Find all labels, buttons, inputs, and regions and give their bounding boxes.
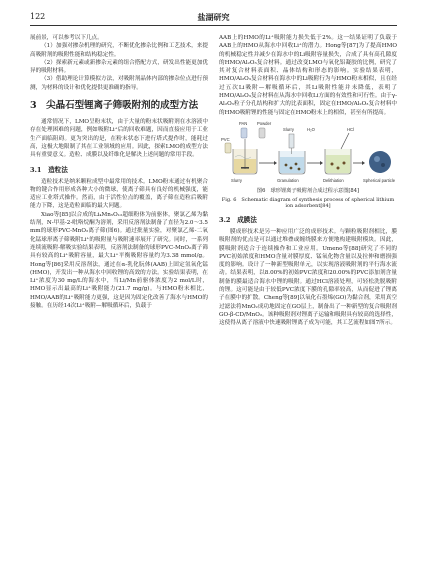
label-spherical: Spherical particle: [363, 177, 396, 183]
label-powder: Powder: [257, 120, 272, 126]
page-header: [30, 12, 397, 24]
beaker-icon: [233, 139, 257, 174]
granulation-beaker-icon: [279, 134, 305, 174]
label-pvc: PVC: [221, 136, 230, 142]
synthesis-diagram: [219, 119, 397, 185]
section-heading: 3 尖晶石型锂离子筛吸附剂的成型方法: [30, 100, 199, 112]
label-slurry-top: Slurry: [283, 126, 294, 132]
figure-caption-cn: 图6 球形锂离子吸附剂合成过程示意图[84]: [256, 187, 360, 194]
figure-caption-en: Fig. 6 Schematic diagram of synthesis process of spherical lithium ion adsorbent[84]: [221, 196, 395, 210]
paragraph: 膜成形技术是另一种应用广泛的成形技术。与颗粒吸附剂相比，膜吸附剂的优点是可以通过堆叠或缠绕膜来方便地构建吸附模块。因此，膜吸附剂适合于连续操作和工业应用。Umeno等[88]研究了不同的PVC初始浓度和HMO含量对膜厚度、锰氧化物含量以及拉伸和磨损强度的影响。设计了一种新型吸附单元，以实现溶液吸附剂的平行海水流动。结果表明，以8.00%的初始PVC浓度和20.00%的PVC添加剂含量制备的膜最适合海水中锂的吸附。通过HCl溶液处理，可轻松洗脱吸附的锂。这可能是由于较低PVC浓度下膜的孔隙率较高，从而促进了锂离子在膜中的扩散。Cheng等[89]以氧化石墨烯(GO)为黏合剂，采用真空过滤法将MnO₂成功地固定在GO层上，制备出了一种新型的复合吸附剂GO-β-CD/MnO₂。该种吸附剂对锂离子运输和吸附具有较高的选择性，这使得从离子溶液中快速吸附锂离子成为可能，其工艺流程如图7所示。: [219, 228, 397, 327]
label-slurry: Slurry: [231, 177, 242, 183]
right-column: [219, 34, 397, 328]
paragraph: （1）加强对掺杂机理的研究，不断优化掺杂比例和工艺技术，来提高吸附剂的吸附性能和结构稳定性。: [30, 43, 208, 58]
paragraph: AAB上的HMO的Li⁺吸附能力损失低于2%。这一结果证明了负载于AAB上的HMO从海水中回收Li⁺的潜力。Hong等[87]为了提高HMO的机械稳定性并减少在海水中的Li吸附容量损失，合成了具有高孔隙度的HMO/Al₂O₃复合材料。通过改变LMO与氧化铝凝胶的比例，研究了其对复合材料表面积、晶体结构和形态的影响。实验结果表明，HMO/Al₂O₃复合材料在海水中的Li吸附行为与HMO粉末相似，且在经过五次Li吸附—解吸循环后，其Li吸附性能并未降低，表明了HMO/Al₂O₃复合材料在从海水中回收Li方面的有效性和可行性。由于γ-Al₂O₃粒子分孔结构和扩大的比表面积，固定在HMO/Al₂O₃复合材料中的HMO吸附锂的性能与固定在HMO粉末上的相似，甚至有所提高。: [219, 35, 397, 116]
figure-6: [219, 119, 397, 185]
label-pan: PAN: [239, 120, 248, 126]
spherical-particle-icon: [369, 151, 391, 173]
delithiation-beaker-icon: [325, 133, 351, 174]
label-granulation: Granulation: [277, 177, 299, 183]
subsection-heading: 3.1 造粒法: [30, 165, 68, 174]
header-rule: [30, 25, 397, 26]
label-h2o: H₂O: [307, 126, 315, 132]
label-delithiation: Delithiation: [323, 177, 344, 183]
paragraph: 造粒技术是纳米颗粒成型中最常用的技术。LMO粉末通过有机聚合物的键合作用形成各种大小的微球，使离子筛具有良好的机械强度，能适应工业塔式操作。然而，由于活性位点的覆盖，离子筛在造粒后吸附能力下降，这是造粒面临的最大问题。: [30, 178, 208, 210]
left-column: [30, 34, 208, 310]
subsection-heading: 3.2 成膜法: [219, 215, 257, 224]
paragraph: （2）探索新元素或新掺杂元素的组合搭配方式，研发出性能更加优异的吸附材料。: [30, 59, 208, 75]
journal-title: 盐湖研究: [197, 12, 230, 22]
page-number: 122: [30, 12, 46, 21]
paragraph: （3）借助理论计算模拟方法，对吸附剂晶体内部的掺杂位点进行预测，为材料的设计和优化提供更准确的指导。: [30, 76, 208, 91]
paragraph: Xiao等[85]以合成的Li₄Mn₅O₁₂超细粉体为前驱体，聚氯乙烯为黏结剂，N-甲基-2-吡咯烷酮为溶剂，采用反溶剂法制备了直径为2.0～3.5 mm的球形PVC-MnO₂离子筛(图6)。通过批量实验，对聚氯乙烯-二氧化锰球形离子筛吸附Li⁺的吸附量与吸附速率展开了研究。同时，一系列连续流吸附-解吸实验结果表明，反溶剂法制备的球形PVC-MnO₂离子筛具有较高的Li⁺吸附容量，最大Li⁺平衡吸附容量约为3.38 mmol/g。Hong等[86]采用反溶剂法，通过在α-乳化朊体(AAB)上固定氢氧化锰(HMO)，开发出一种从海水中回收锂的高效的方法。实验结果表明，在Li⁺浓度为30 mg/L的海水中，当Li/Mn前驱体浓度为2 mol/L时，HMO显示出最高的Li⁺吸附能力(21.7 mg/g)。与HMO粉末相比，HMO/AAB的Li⁺吸附能力更强，这是因为固定化改善了海水与HMO的接触。在历经14次Li⁺吸附—解吸循环后，负载于: [30, 211, 208, 310]
label-hcl: HCl: [347, 126, 354, 132]
paragraph: 通常情况下，LMO呈粉末状，由于大量的粉末状吸附剂在水溶液中存在处理困难的问题，例如吸附Li⁺后的回收难题，因而直接应用于工业生产面临阻碍。更为突出的是，在粉末状态下进行塔式提作时，能耗过高，这极大地限制了其在工业领域的应用。因此，探索LMO的成型方法具有重要意义。造粒、成膜以及纤维化是解决上述问题的常用手段。: [30, 119, 208, 159]
paragraph: 展前景，可以参考以下几点。: [30, 35, 103, 41]
